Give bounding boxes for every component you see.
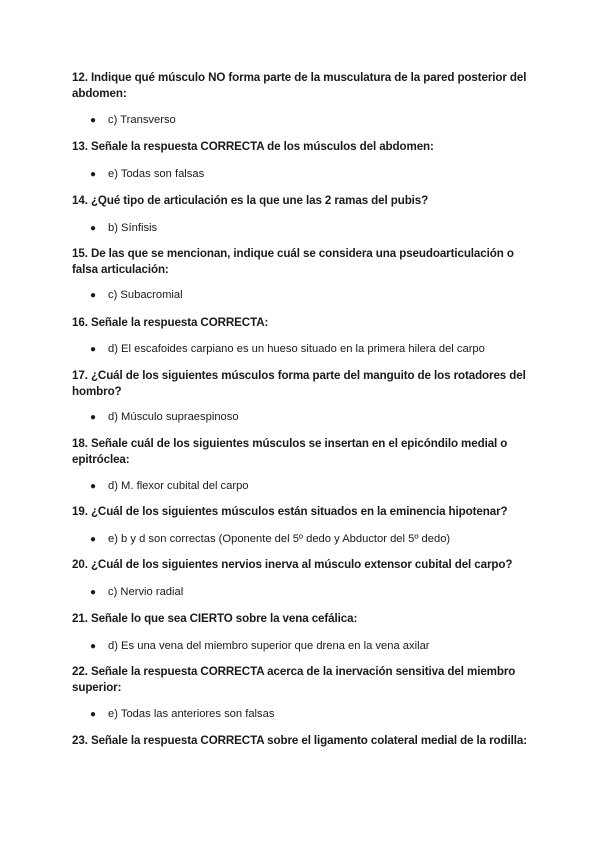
- answer-19: [90, 531, 550, 548]
- bullet-icon: ●: [90, 115, 97, 126]
- answer-15: [90, 287, 550, 304]
- answer-text: e) Todas las anteriores son falsas: [108, 708, 275, 720]
- answer-14: [90, 220, 550, 237]
- question-21: 21. Señale lo que sea CIERTO sobre la vena cefálica:: [72, 612, 358, 625]
- question-15: 15. De las que se mencionan, indique cuál se considera una pseudoarticulación o falsa articulación:: [72, 247, 514, 276]
- answer-20: [90, 584, 550, 601]
- question-13: 13. Señale la respuesta CORRECTA de los músculos del abdomen:: [72, 140, 434, 153]
- bullet-icon: ●: [90, 534, 97, 545]
- answer-22: [90, 706, 550, 723]
- question-22: 22. Señale la respuesta CORRECTA acerca de la inervación sensitiva del miembro superior:: [72, 665, 516, 694]
- bullet-icon: ●: [90, 587, 97, 598]
- answer-text: d) El escafoides carpiano es un hueso situado en la primera hilera del carpo: [108, 343, 485, 355]
- answer-text: d) M. flexor cubital del carpo: [108, 480, 249, 492]
- answer-text: e) b y d son correctas (Oponente del 5º dedo y Abductor del 5º dedo): [108, 533, 451, 545]
- answer-text: c) Nervio radial: [108, 586, 184, 598]
- bullet-icon: ●: [90, 709, 97, 720]
- question-14: 14. ¿Qué tipo de articulación es la que une las 2 ramas del pubis?: [72, 194, 429, 207]
- bullet-icon: ●: [90, 344, 97, 355]
- answer-13: [90, 166, 550, 183]
- bullet-icon: ●: [90, 169, 97, 180]
- answer-16: [90, 341, 550, 358]
- question-20: 20. ¿Cuál de los siguientes nervios inerva al músculo extensor cubital del carpo?: [72, 558, 513, 571]
- bullet-icon: ●: [90, 481, 97, 492]
- answer-text: e) Todas son falsas: [108, 168, 205, 180]
- bullet-icon: ●: [90, 641, 97, 652]
- question-16: 16. Señale la respuesta CORRECTA:: [72, 316, 269, 329]
- question-17: 17. ¿Cuál de los siguientes músculos forma parte del manguito de los rotadores del hombro?: [72, 369, 526, 398]
- question-19: 19. ¿Cuál de los siguientes músculos están situados en la eminencia hipotenar?: [72, 505, 508, 518]
- answer-text: d) Es una vena del miembro superior que drena en la vena axilar: [108, 640, 430, 652]
- bullet-icon: ●: [90, 223, 97, 234]
- answer-text: c) Subacromial: [108, 289, 183, 301]
- answer-text: c) Transverso: [108, 114, 176, 126]
- bullet-icon: ●: [90, 290, 97, 301]
- bullet-icon: ●: [90, 412, 97, 423]
- question-18: 18. Señale cuál de los siguientes músculos se insertan en el epicóndilo medial o epitróclea:: [72, 437, 508, 466]
- answer-text: d) Músculo supraespinoso: [108, 411, 239, 423]
- question-23: 23. Señale la respuesta CORRECTA sobre el ligamento colateral medial de la rodilla:: [72, 734, 527, 747]
- answer-21: [90, 638, 550, 655]
- answer-18: [90, 478, 550, 495]
- question-12: 12. Indique qué músculo NO forma parte de la musculatura de la pared posterior del abdomen:: [72, 71, 527, 100]
- answer-text: b) Sínfisis: [108, 222, 158, 234]
- answer-17: [90, 409, 550, 426]
- answer-12: [90, 112, 550, 129]
